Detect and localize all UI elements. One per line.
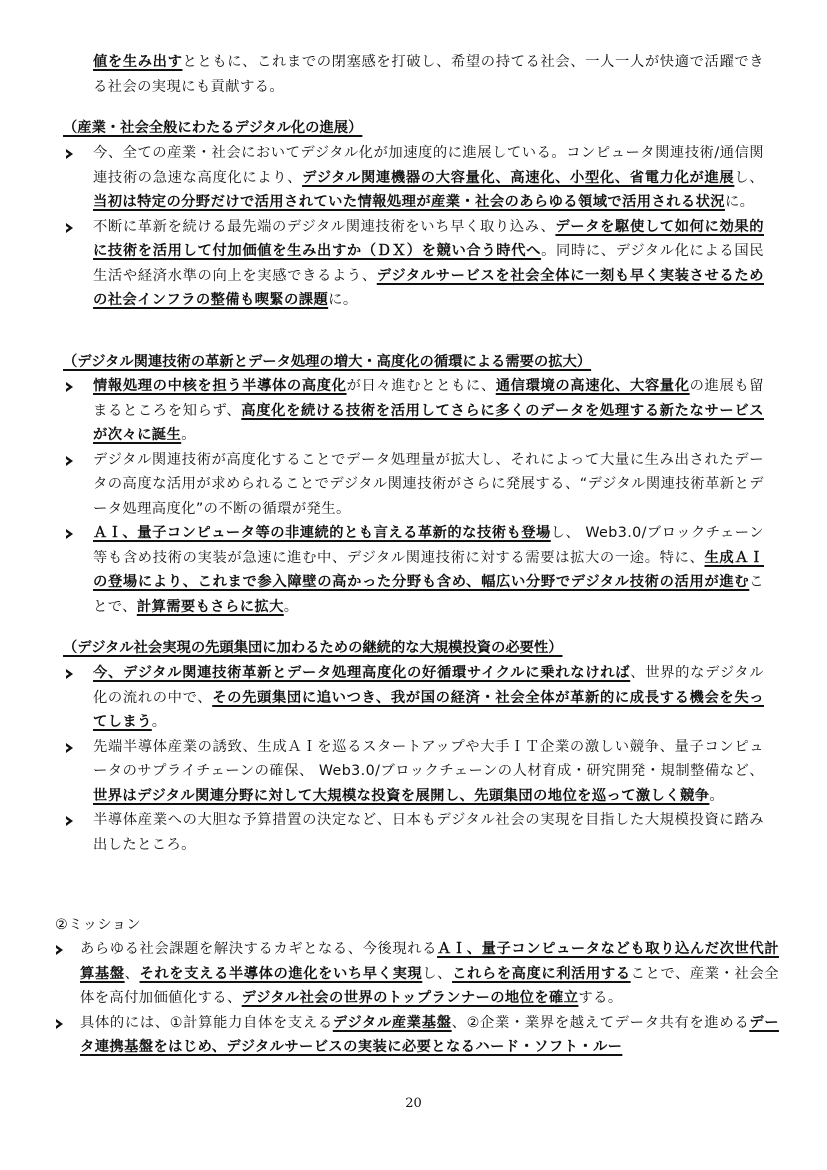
- body-text: が日々進むとともに、: [346, 378, 496, 394]
- body-text: 具体的には、①計算能力自体を支える: [80, 1014, 333, 1031]
- arrow-bullet-icon: [56, 1019, 63, 1029]
- section-heading-text: （産業・社会全般にわたるデジタル化の進展）: [63, 120, 363, 136]
- rich-text: [93, 141, 764, 215]
- body-text: し、: [422, 965, 453, 982]
- bullet-item: [0, 374, 827, 448]
- bullet-item: [0, 215, 827, 313]
- body-text: 。: [151, 714, 167, 730]
- arrow-bullet-icon: [66, 149, 73, 159]
- emphasized-text: 値を生み出す: [93, 54, 183, 70]
- emphasized-text: 当初は特定の分野だけで活用されていた情報処理が産業・社会のあらゆる領域で活用される状況: [93, 194, 725, 210]
- arrow-bullet-icon: [66, 382, 73, 392]
- mission-heading: ②ミッション: [55, 917, 142, 933]
- section-heading-text: （デジタル社会実現の先頭集団に加わるための継続的な大規模投資の必要性）: [63, 640, 563, 656]
- emphasized-text: 世界はデジタル関連分野に対して大規模な投資を展開し、先頭集団の地位を巡って激しく競争: [93, 787, 710, 804]
- body-text: に。: [328, 292, 358, 308]
- arrow-bullet-icon: [66, 669, 73, 679]
- emphasized-text: 計算需要もさらに拡大: [136, 598, 284, 615]
- arrow-bullet-icon: [66, 816, 73, 826]
- arrow-bullet-icon: [66, 223, 73, 233]
- body-text: 、②企業・業界を越えてデータ共有を進める: [451, 1014, 750, 1031]
- body-text: する。: [578, 990, 623, 1006]
- section-heading-text: （デジタル関連技術の革新とデータ処理の増大・高度化の循環による需要の拡大）: [63, 354, 592, 370]
- rich-text: [93, 521, 764, 619]
- body-text: 。: [709, 787, 725, 804]
- emphasized-text: その先頭集団に追いつき、我が国の経済・社会全体が革新的に成長する機会を失ってしまう: [93, 689, 764, 730]
- body-text: 。: [283, 598, 299, 615]
- mission-bullets: [0, 937, 827, 1060]
- body-text: の進展も留まるところを知らず、: [93, 378, 764, 419]
- bullet-item: [0, 937, 827, 1011]
- emphasized-text: 通信環境の高速化、大容量化: [495, 378, 690, 394]
- rich-text: [80, 1011, 779, 1060]
- body-text: デジタル関連技術が高度化することでデータ処理量が拡大し、それによって大量に生み出されたデータの高度な活用が求められることでデジタル関連技術がさらに発展する、“デジタル関連技術革新とデータ処理高度化”の不断の循環が発生。: [93, 451, 764, 517]
- rich-text: [93, 215, 764, 313]
- bullet-item: [0, 661, 827, 735]
- body-text: 先端半導体産業の誘致、生成ＡＩを巡るスタートアップや大手ＩＴ企業の激しい競争、量子コンピュータのサプライチェーンの確保、 Web3.0/ブロックチェーンの人材育成・研究開発・規制整備など、: [93, 738, 764, 779]
- emphasized-text: 今、デジタル関連技術革新とデータ処理高度化の好循環サイクルに乗れなければ: [93, 665, 631, 681]
- body-text: 、世界的なデジタル化の流れの中で、: [93, 665, 764, 706]
- bullet-item: [0, 448, 827, 522]
- body-text: とともに、これまでの閉塞感を打破し、希望の持てる社会、一人一人が快適で活躍できる社会の実現にも貢献する。: [93, 54, 764, 95]
- bullet-item: [0, 735, 827, 809]
- arrow-bullet-icon: [66, 743, 73, 753]
- body-text: あらゆる社会課題を解決するカギとなる、今後現れる: [80, 941, 438, 957]
- emphasized-text: デジタル関連機器の大容量化、高速化、小型化、省電力化が進展: [302, 169, 735, 186]
- emphasized-text: デジタル社会の世界のトップランナーの地位を確立: [241, 990, 579, 1006]
- bullet-item: [0, 1011, 827, 1060]
- emphasized-text: デジタルサービスを社会全体に一刻も早く実装させるための社会インフラの整備も喫緊の課題: [93, 267, 764, 308]
- page-number: 20: [405, 1096, 422, 1111]
- rich-text: [93, 50, 764, 99]
- rich-text: [93, 448, 764, 522]
- bullet-item: [0, 521, 827, 619]
- emphasized-text: これらを高度に利活用する: [452, 965, 631, 982]
- emphasized-text: デジタル産業基盤: [332, 1014, 452, 1031]
- body-text: ことで、: [93, 574, 764, 615]
- emphasized-text: 情報処理の中核を担う半導体の高度化: [93, 378, 347, 394]
- intro-paragraph: [93, 50, 764, 99]
- emphasized-text: それを支える半導体の進化をいち早く実現: [139, 965, 423, 982]
- body-text: に。: [724, 194, 755, 210]
- body-text: 。: [181, 427, 196, 443]
- bullet-item: [0, 808, 827, 857]
- body-text: 不断に革新を続ける最先端のデジタル関連技術をいち早く取り込み、: [93, 218, 556, 235]
- body-text: 今、全ての産業・社会においてデジタル化が加速度的に進展している。コンピュータ関連技術/通信関連技術の急速な高度化により、: [93, 145, 764, 186]
- arrow-bullet-icon: [66, 456, 73, 466]
- section3-bullets: [0, 661, 827, 857]
- emphasized-text: ＡＩ、量子コンピュータなども取り込んだ次世代計算基盤: [80, 941, 779, 982]
- emphasized-text: データ連携基盤をはじめ、デジタルサービスの実装に必要となるハード・ソフト・ルー: [80, 1014, 779, 1055]
- section-heading: [63, 636, 563, 660]
- rich-text: [80, 937, 779, 1011]
- emphasized-text: データを駆使して如何に効果的に技術を活用して付加価値を生み出すか（ＤＸ）を競い合う時代へ: [93, 218, 764, 259]
- arrow-bullet-icon: [66, 529, 73, 539]
- body-text: し、 Web3.0/ブロックチェーン等も含め技術の実装が急速に進む中、デジタル関連技術に対する需要は拡大の一途。特に、: [93, 525, 764, 566]
- rich-text: [93, 374, 764, 448]
- rich-text: [93, 808, 764, 857]
- body-text: 、: [124, 965, 140, 982]
- section2-bullets: [0, 374, 827, 619]
- bullet-item: [0, 141, 827, 215]
- section1-bullets: [0, 141, 827, 313]
- body-text: ことで、産業・社会全体を高付加価値化する、: [80, 965, 779, 1006]
- section-heading: [63, 350, 591, 374]
- emphasized-text: ＡＩ、量子コンピュータ等の非連続的とも言える革新的な技術も登場: [93, 525, 551, 541]
- emphasized-text: 高度化を続ける技術を活用してさらに多くのデータを処理する新たなサービスが次々に誕生: [93, 402, 764, 443]
- body-text: 。同時に、デジタル化による国民生活や経済水準の向上を実感できるよう、: [93, 243, 764, 284]
- body-text: 半導体産業への大胆な予算措置の決定など、日本もデジタル社会の実現を目指した大規模投資に踏み出したところ。: [93, 812, 764, 853]
- arrow-bullet-icon: [56, 945, 63, 955]
- rich-text: [93, 735, 764, 809]
- rich-text: [93, 661, 764, 735]
- emphasized-text: 生成ＡＩの登場により、これまで参入障壁の高かった分野も含め、幅広い分野でデジタル技術の活用が進む: [93, 549, 764, 590]
- body-text: し、: [734, 169, 764, 186]
- section-heading: [63, 116, 362, 140]
